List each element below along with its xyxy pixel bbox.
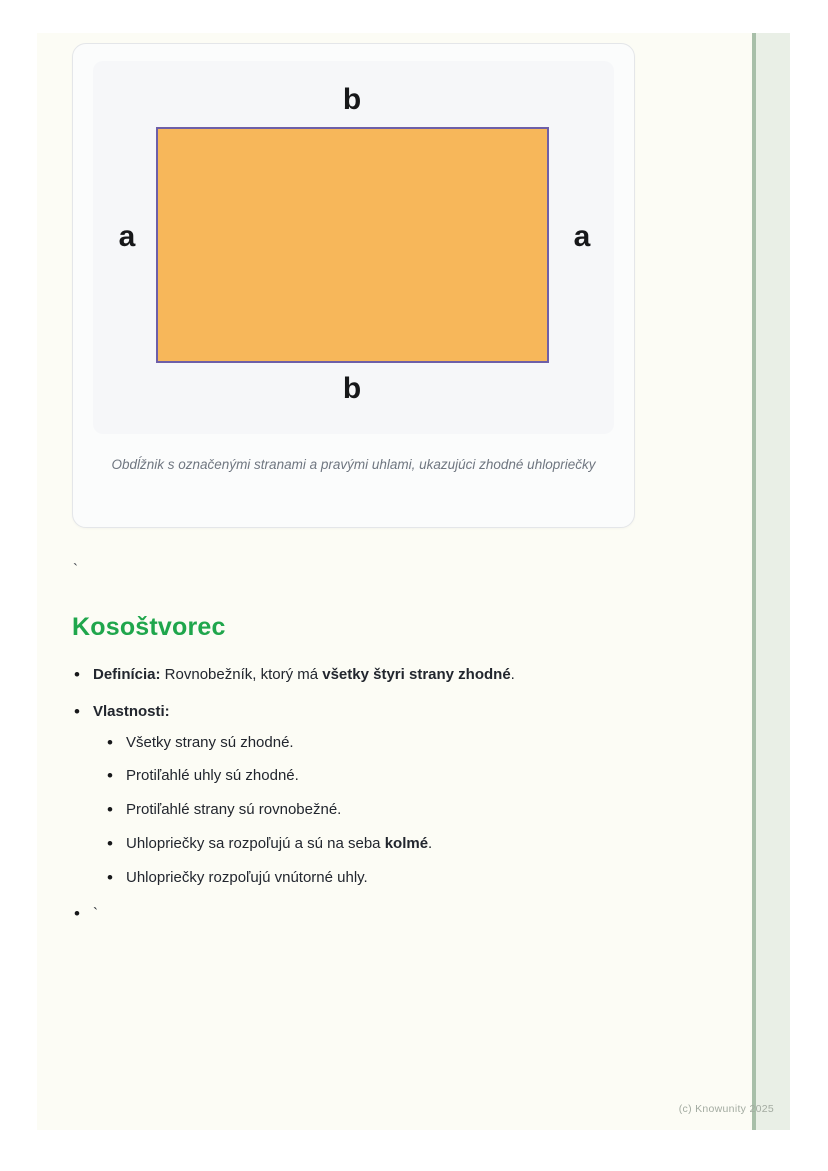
property-item: [105, 867, 692, 889]
property-text: Protiľahlé strany sú rovnobežné.: [126, 801, 342, 818]
property-bold: kolmé: [384, 834, 429, 852]
property-item: [105, 765, 692, 787]
property-text: Všetky strany sú zhodné.: [126, 733, 294, 751]
stray-backtick: `: [73, 561, 78, 578]
section-heading: Kosoštvorec: [72, 613, 226, 641]
definition-period: .: [510, 666, 515, 683]
property-period: .: [428, 834, 433, 852]
trailing-backtick: `: [93, 905, 98, 923]
definition-bold: všetky štyri strany zhodné: [322, 666, 511, 683]
property-text: Protiľahlé uhly sú zhodné.: [126, 767, 299, 785]
property-text: Uhlopriečky sa rozpoľujú a sú na seba: [126, 834, 385, 852]
page-accent-bar: [752, 33, 790, 1130]
property-item: [105, 732, 692, 754]
properties-label: Vlastnosti:: [93, 702, 170, 720]
side-label-bottom: b: [342, 372, 362, 405]
figure-canvas: [93, 61, 614, 434]
trailing-backtick-item: [72, 903, 692, 925]
property-item: [105, 833, 692, 855]
section-kosostvorec: [72, 613, 692, 940]
properties-sublist: [105, 732, 692, 889]
rectangle-shape: [156, 127, 549, 363]
property-text: Uhlopriečky rozpoľujú vnútorné uhly.: [126, 868, 368, 886]
side-label-left: a: [118, 220, 136, 253]
copyright-note: (c) Knowunity 2025: [678, 1103, 774, 1115]
definition-label: Definícia:: [93, 666, 161, 683]
figure-caption: Obdĺžnik s označenými stranami a pravými uhlami, ukazujúci zhodné uhlopriečky: [111, 457, 596, 472]
property-item: [105, 799, 692, 821]
side-label-top: b: [342, 83, 362, 116]
definition-item: [72, 664, 692, 686]
side-label-right: a: [573, 220, 591, 253]
definition-text: Rovnobežník, ktorý má: [160, 666, 323, 683]
document-page: [37, 33, 790, 1130]
properties-item: [72, 701, 692, 889]
definition-list: [72, 664, 692, 925]
figure-card: [72, 43, 635, 528]
